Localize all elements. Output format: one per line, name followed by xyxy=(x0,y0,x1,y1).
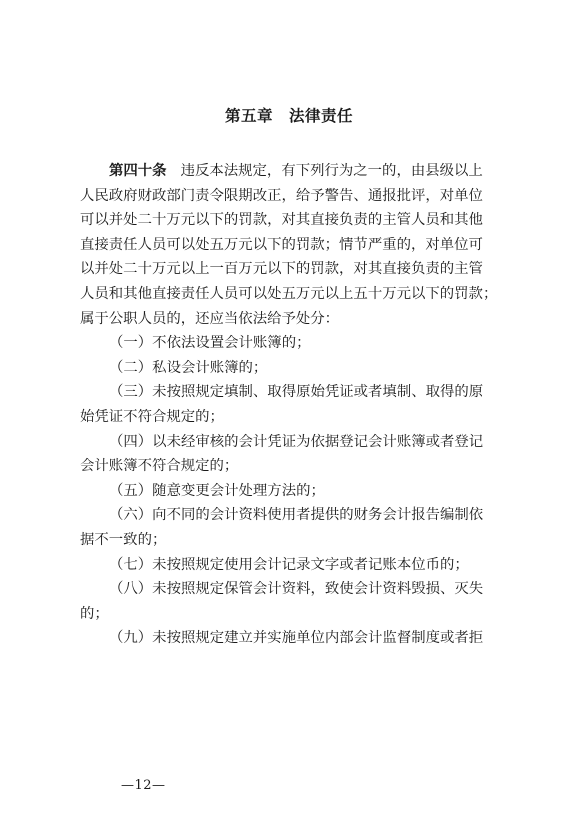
item-7-line: （七）未按照规定使用会计记录文字或者记账本位币的； xyxy=(109,556,469,573)
article-text-line: 以并处二十万元以上一百万元以下的罚款，对其直接负责的主管 xyxy=(80,261,483,278)
article-body xyxy=(80,159,512,651)
item-4-line: （四）以未经审核的会计凭证为依据登记会计账簿或者登记 xyxy=(109,433,484,450)
item-9-line: （九）未按照规定建立并实施单位内部会计监督制度或者拒 xyxy=(109,630,484,647)
item-1-line: （一）不依法设置会计账簿的； xyxy=(109,335,311,352)
item-6-continuation: 据不一致的； xyxy=(80,531,167,548)
article-text-line: 违反本法规定，有下列行为之一的，由县级以上 xyxy=(180,163,483,179)
item-8-line: （八）未按照规定保管会计资料，致使会计资料毁损、灭失 xyxy=(109,581,484,598)
article-text-line: 人员和其他直接责任人员可以处五万元以上五十万元以下的罚款； xyxy=(80,285,498,302)
item-2-line: （二）私设会计账簿的； xyxy=(109,359,268,376)
item-5-line: （五）随意变更会计处理方法的； xyxy=(109,482,325,499)
item-3-continuation: 始凭证不符合规定的； xyxy=(80,408,224,425)
item-6-line: （六）向不同的会计资料使用者提供的财务会计报告编制依 xyxy=(109,507,484,524)
article-text-line: 人民政府财政部门责令限期改正，给予警告、通报批评，对单位 xyxy=(80,187,483,204)
chapter-title: 第五章 法律责任 xyxy=(224,107,353,125)
item-4-continuation: 会计账簿不符合规定的； xyxy=(80,458,239,475)
article-text-line: 可以并处二十万元以下的罚款，对其直接负责的主管人员和其他 xyxy=(80,212,483,229)
article-first-line xyxy=(80,159,512,184)
article-text-line: 直接责任人员可以处五万元以下的罚款；情节严重的，对单位可 xyxy=(80,236,483,253)
item-8-continuation: 的； xyxy=(80,605,109,622)
article-number: 第四十条 xyxy=(109,163,167,179)
item-3-line: （三）未按照规定填制、取得原始凭证或者填制、取得的原 xyxy=(109,384,484,401)
article-text-line: 属于公职人员的，还应当依法给予处分： xyxy=(80,310,340,327)
page-number: —12— xyxy=(121,778,166,793)
